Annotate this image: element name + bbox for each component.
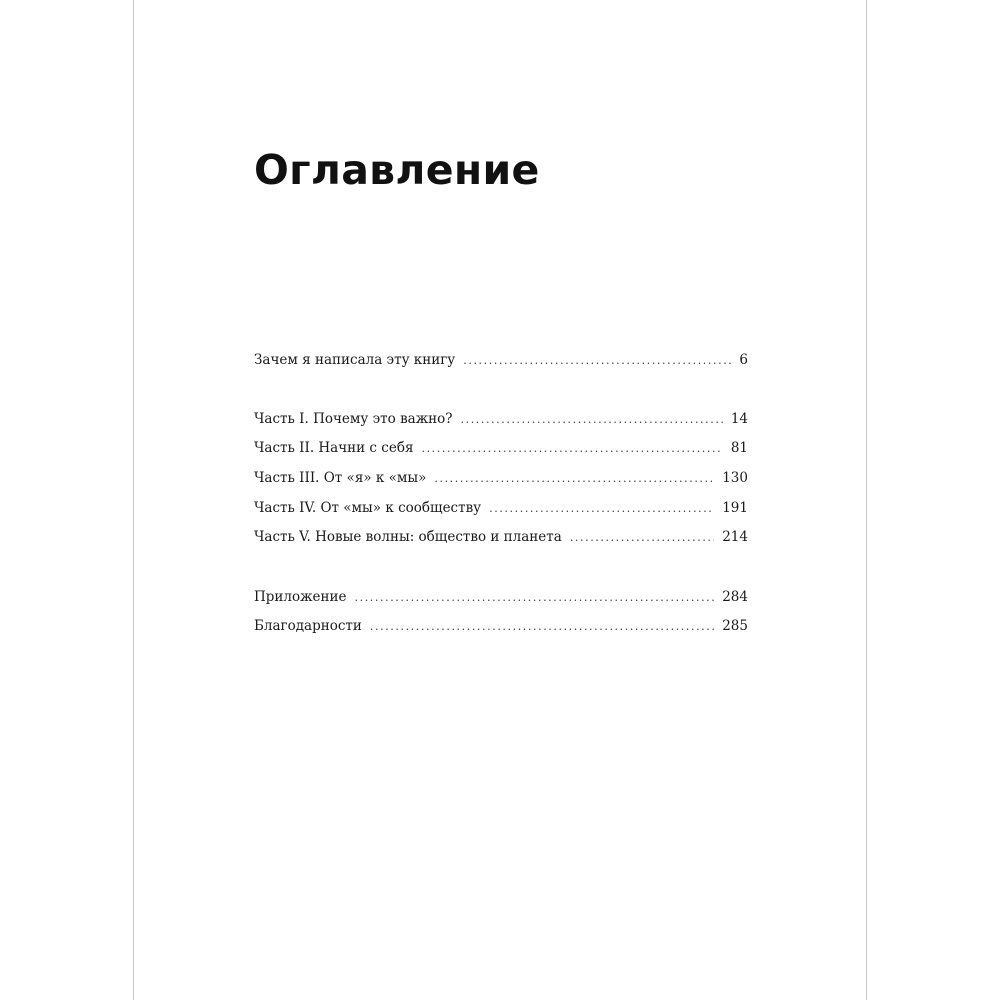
dot-leader xyxy=(370,620,714,633)
toc-entry-page-number: 284 xyxy=(722,589,748,605)
toc-entry-appendix[interactable] xyxy=(254,589,748,609)
toc-entry-page-number: 191 xyxy=(722,500,748,516)
toc-entry-intro[interactable] xyxy=(254,352,748,372)
toc-entry-label: Часть IV. От «мы» к сообществу xyxy=(254,500,482,516)
toc-entry-acknowledgements[interactable] xyxy=(254,618,748,638)
toc-entry-page-number: 214 xyxy=(722,529,748,545)
toc-entry-label: Часть I. Почему это важно? xyxy=(254,411,453,427)
toc-entry-label: Благодарности xyxy=(254,618,362,634)
toc-entry-page-number: 6 xyxy=(739,352,748,368)
toc-entry-page-number: 285 xyxy=(722,618,748,634)
toc-entry-part-1[interactable] xyxy=(254,411,748,431)
dot-leader xyxy=(434,472,714,485)
toc-entry-label: Приложение xyxy=(254,589,347,605)
toc-entry-label: Зачем я написала эту книгу xyxy=(254,352,456,368)
toc-entry-label: Часть V. Новые волны: общество и планета xyxy=(254,529,562,545)
toc-entry-label: Часть III. От «я» к «мы» xyxy=(254,470,427,486)
toc-entry-page-number: 130 xyxy=(722,470,748,486)
book-page xyxy=(133,0,867,1000)
toc-entry-part-2[interactable] xyxy=(254,440,748,460)
dot-leader xyxy=(461,413,723,426)
dot-leader xyxy=(463,354,731,367)
toc-entry-page-number: 14 xyxy=(730,411,748,427)
page-title: Оглавление xyxy=(254,146,540,194)
dot-leader xyxy=(489,502,714,515)
toc-entry-label: Часть II. Начни с себя xyxy=(254,440,414,456)
toc-entry-part-3[interactable] xyxy=(254,470,748,490)
dot-leader xyxy=(570,531,714,544)
toc-entry-part-4[interactable] xyxy=(254,500,748,520)
dot-leader xyxy=(355,591,715,604)
dot-leader xyxy=(421,442,722,455)
toc-entry-page-number: 81 xyxy=(730,440,748,456)
toc-entry-part-5[interactable] xyxy=(254,529,748,549)
